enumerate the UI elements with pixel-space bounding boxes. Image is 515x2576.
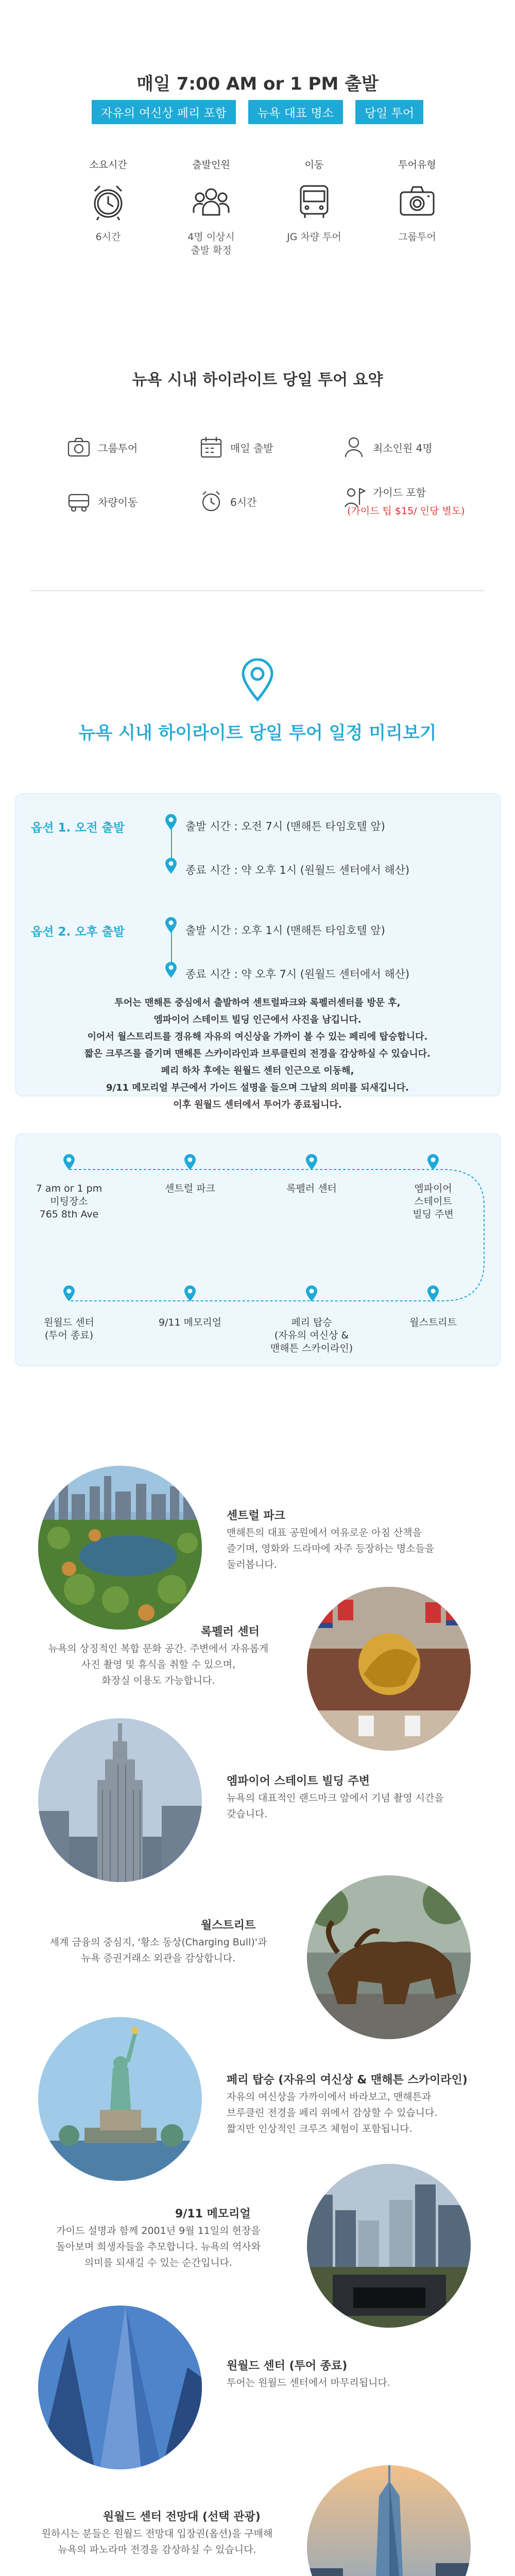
desc-line: 투어는 맨해튼 중심에서 출발하여 센트럴파크와 록펠러센터를 방문 후,	[114, 997, 401, 1008]
pin-icon	[426, 1285, 440, 1302]
pin-icon	[305, 1285, 318, 1302]
observatory-photo	[307, 2465, 471, 2576]
divider	[31, 590, 484, 591]
route-stop: 엠파이어 스테이트 빌딩 주변	[413, 1183, 454, 1220]
statue-of-liberty-photo	[38, 2017, 202, 2181]
pin-icon	[183, 1154, 197, 1171]
pin-icon	[305, 1154, 318, 1171]
summary-title: 뉴욕 시내 하이라이트 당일 투어 요약	[132, 371, 383, 389]
charging-bull-photo	[307, 1875, 471, 2039]
info-type	[376, 157, 458, 257]
tour-description	[31, 994, 484, 1113]
option2-end: 종료 시간 : 약 오후 7시 (원월드 센터에서 해산)	[185, 968, 410, 980]
route-stop: 원월드 센터 (투어 종료)	[44, 1317, 94, 1341]
spot-title: 원월드 센터 전망대 (선택 관광)	[103, 2511, 261, 2523]
summary-guide-label: 가이드 포함	[373, 486, 426, 499]
desc-line: 이어서 월스트리트를 경유해 자유의 여신상을 가까이 볼 수 있는 페리에 탑승합니다.	[87, 1031, 428, 1042]
info-label: 투어유형	[398, 159, 436, 171]
spot-desc: 세계 금융의 중심지, '황소 동상(Charging Bull)'과 뉴욕 증권거래소 외관을 감상합니다.	[49, 1937, 267, 1964]
central-park-photo	[38, 1466, 202, 1630]
spot-desc: 투어는 원월드 센터에서 마무리됩니다.	[227, 2377, 390, 2388]
route-stop: 페리 탑승 (자유의 여신상 & 맨해튼 스카이라인)	[270, 1317, 353, 1354]
desc-line: 짧은 크루즈를 즐기며 맨해튼 스카이라인과 브루클린의 전경을 감상하실 수 있습니다.	[84, 1048, 431, 1059]
spot-desc: 원하시는 분들은 원월드 전망대 입장권(옵션)을 구매해 뉴욕의 파노라마 전경을 감상하실 수 있습니다.	[41, 2528, 273, 2555]
spot-title: 원월드 센터 (투어 종료)	[227, 2360, 348, 2372]
rockefeller-center-photo	[307, 1587, 471, 1751]
pin-icon	[62, 1154, 76, 1171]
route-stop: 센트럴 파크	[165, 1183, 215, 1194]
spot-desc: 맨해튼의 대표 공원에서 여유로운 아침 산책을 즐기며, 영화와 드라마에 자주 등장하는 명소들을 둘러봅니다.	[227, 1527, 435, 1570]
pin-icon	[164, 917, 178, 934]
summary-daily-label: 매일 출발	[230, 442, 273, 454]
map-pin-icon	[240, 658, 275, 704]
person-icon	[341, 434, 367, 460]
bus-icon	[294, 181, 335, 222]
spot-title: 페리 탑승 (자유의 여신상 & 맨해튼 스카이라인)	[227, 2074, 468, 2087]
camera-icon	[397, 181, 438, 222]
page-title: 매일 7:00 AM or 1 PM 출발	[136, 74, 379, 94]
info-value: 그룹투어	[398, 231, 436, 243]
tag-landmark: 뉴욕 대표 명소	[248, 100, 343, 124]
info-label: 이동	[304, 159, 324, 171]
info-people	[170, 157, 252, 257]
option1-end: 종료 시간 : 약 오후 1시 (원월드 센터에서 해산)	[185, 864, 410, 876]
summary-hours	[198, 488, 256, 514]
pin-icon	[164, 814, 178, 831]
info-label: 출발인원	[192, 159, 230, 171]
spot-title: 센트럴 파크	[227, 1510, 285, 1522]
pin-icon	[62, 1285, 76, 1302]
pin-icon	[164, 962, 178, 978]
info-duration	[67, 157, 149, 257]
info-row	[67, 157, 458, 257]
info-transport	[273, 157, 355, 257]
spot-desc: 뉴욕의 대표적인 랜드마크 앞에서 기념 촬영 시간을 갖습니다.	[227, 1792, 444, 1820]
spot-title: 9/11 메모리얼	[175, 2208, 251, 2221]
alarm-clock-icon	[88, 181, 129, 222]
summary-min-label: 최소인원 4명	[373, 442, 433, 454]
tag-list	[0, 100, 515, 124]
info-value: 4명 이상시 출발 확정	[187, 231, 235, 256]
info-label: 소요시간	[89, 159, 127, 171]
group-people-icon	[191, 181, 232, 222]
tag-ferry: 자유의 여신상 페리 포함	[92, 100, 236, 124]
spot-title: 월스트리트	[201, 1919, 256, 1932]
option1-start: 출발 시간 : 오전 7시 (맨해튼 타임호텔 앞)	[185, 820, 385, 833]
memorial-photo	[307, 2164, 471, 2328]
summary-vehicle-label: 차량이동	[98, 496, 138, 509]
desc-line: 9/11 메모리얼 부근에서 가이드 설명을 들으며 그날의 의미를 되새깁니다.	[106, 1082, 409, 1093]
spot-desc: 자유의 여신상을 가까이에서 바라보고, 맨해튼과 브루클린 전경을 페리 위에서 감상할 수 있습니다. 짧지만 인상적인 크루즈 체험이 포함됩니다.	[227, 2091, 438, 2134]
info-value: JG 차량 투어	[287, 231, 341, 243]
desc-line: 페리 하차 후에는 원월드 센터 인근으로 이동해,	[161, 1065, 354, 1076]
route-stop: 월스트리트	[409, 1317, 457, 1328]
desc-line: 이후 원월드 센터에서 투어가 종료됩니다.	[173, 1099, 342, 1110]
summary-hours-label: 6시간	[230, 496, 257, 509]
pin-icon	[426, 1154, 440, 1171]
empire-state-photo	[38, 1718, 202, 1882]
route-stop: 9/11 메모리얼	[158, 1317, 222, 1328]
alarm-clock-icon	[198, 488, 224, 514]
pin-icon	[164, 858, 178, 874]
info-value: 6시간	[95, 231, 121, 243]
route-stop: 7 am or 1 pm 미팅장소 765 8th Ave	[36, 1183, 102, 1220]
camera-icon	[66, 434, 92, 460]
option2-start: 출발 시간 : 오후 1시 (맨해튼 타임호텔 앞)	[185, 924, 385, 937]
pin-icon	[183, 1285, 197, 1302]
route-stop: 록펠러 센터	[286, 1183, 337, 1194]
summary-group	[66, 434, 138, 460]
summary-group-label: 그룹투어	[98, 442, 138, 454]
spot-title: 엠파이어 스테이트 빌딩 주변	[227, 1775, 370, 1788]
desc-line: 엠파이어 스테이트 빌딩 인근에서 사진을 남깁니다.	[153, 1014, 362, 1025]
tag-daytour: 당일 투어	[355, 100, 423, 124]
calendar-icon	[198, 434, 224, 460]
summary-vehicle	[66, 488, 138, 514]
summary-guide	[341, 484, 465, 517]
itinerary-title: 뉴욕 시내 하이라이트 당일 투어 일정 미리보기	[78, 723, 437, 743]
summary-min	[341, 434, 433, 460]
spot-desc: 가이드 설명과 함께 2001년 9월 11일의 현장을 돌아보며 희생자들을 추모합니다. 뉴욕의 역사와 의미를 되새길 수 있는 순간입니다.	[56, 2225, 261, 2268]
bus-icon	[66, 488, 92, 514]
summary-guide-text	[347, 484, 465, 517]
option2-label: 옵션 2. 오후 출발	[31, 925, 125, 939]
one-world-center-photo	[38, 2306, 202, 2469]
summary-daily	[198, 434, 273, 460]
option1-label: 옵션 1. 오전 출발	[31, 821, 125, 835]
spot-title: 록펠러 센터	[201, 1625, 260, 1638]
spot-desc: 뉴욕의 상징적인 복합 문화 공간. 주변에서 자유롭게 사진 촬영 및 휴식을 취할 수 있으며, 화장실 이용도 가능합니다.	[48, 1643, 269, 1686]
guide-tip-note: (가이드 팁 $15/ 인당 별도)	[347, 505, 465, 517]
